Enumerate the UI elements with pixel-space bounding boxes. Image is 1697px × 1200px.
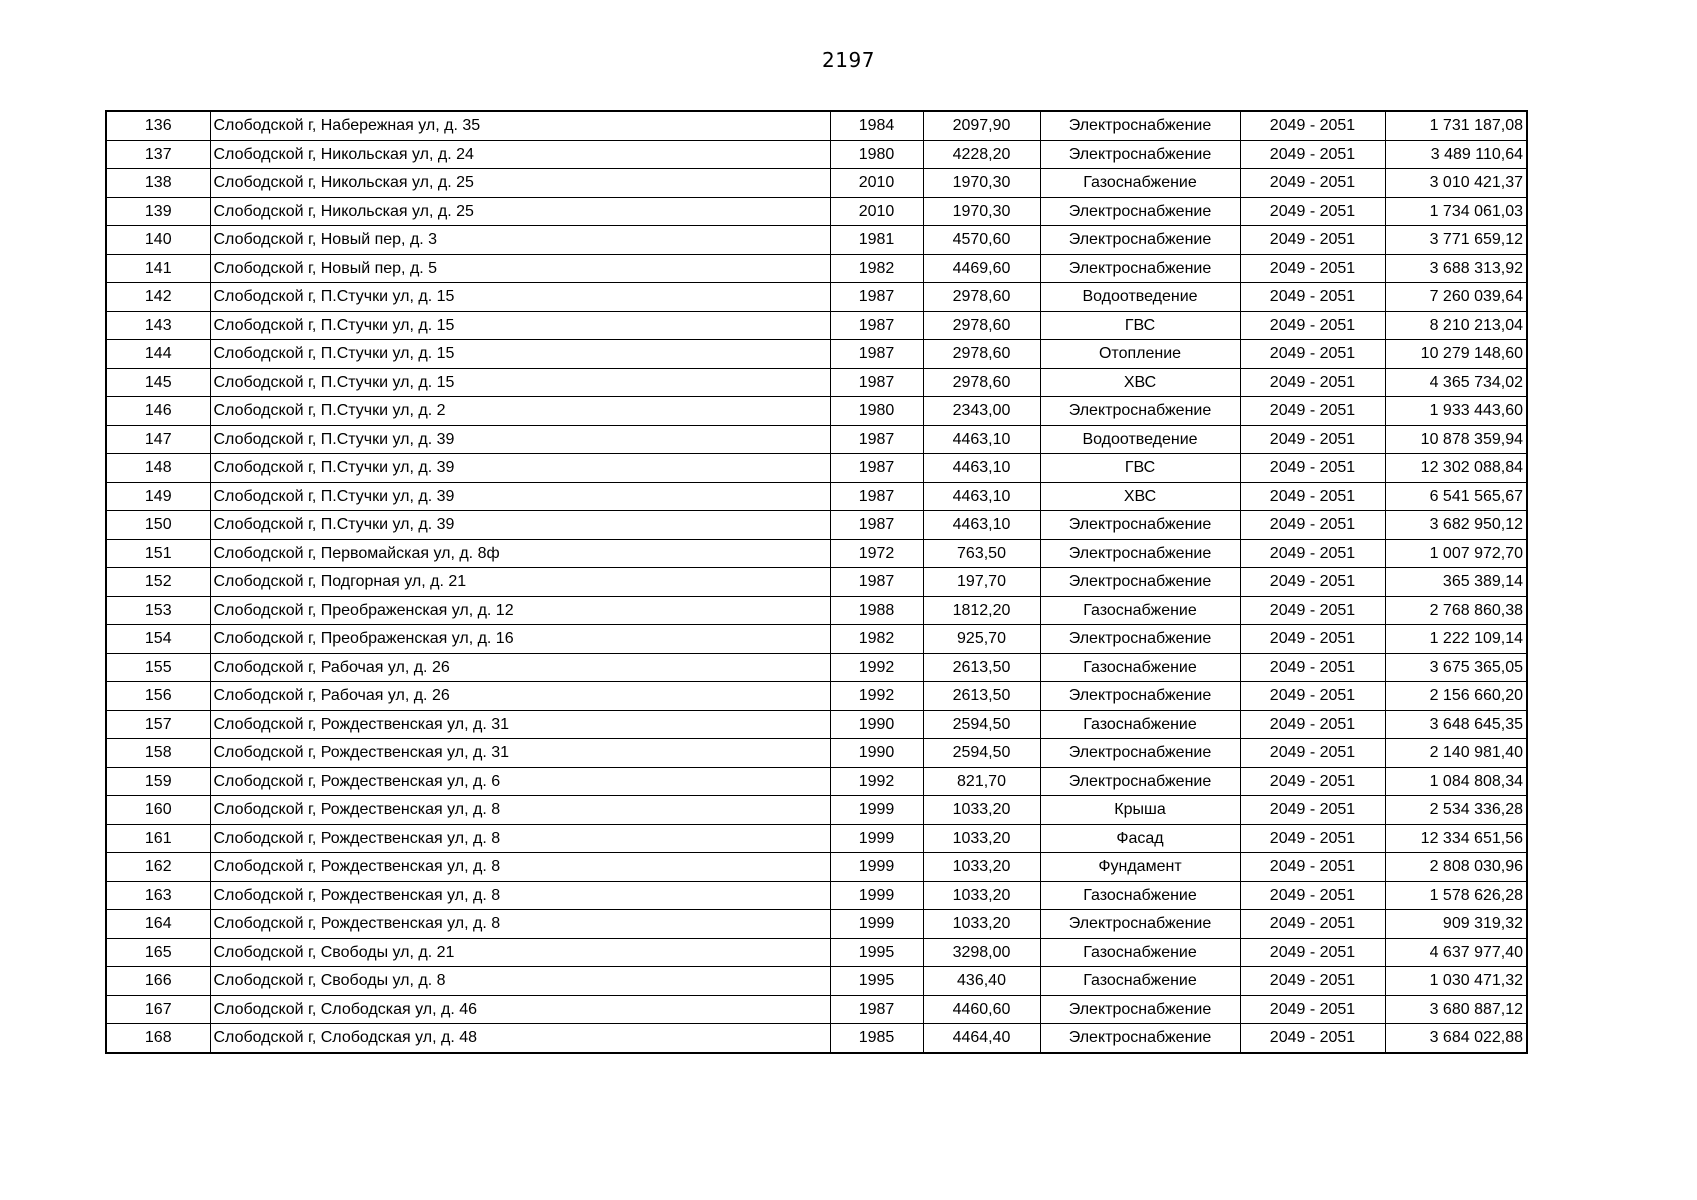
build-year-cell: 1995 xyxy=(830,967,923,996)
row-number-cell: 138 xyxy=(106,169,210,198)
build-year-cell: 1999 xyxy=(830,824,923,853)
work-type-cell: Электроснабжение xyxy=(1040,140,1240,169)
address-cell: Слободской г, Рождественская ул, д. 8 xyxy=(210,910,830,939)
period-cell: 2049 - 2051 xyxy=(1240,511,1385,540)
build-year-cell: 1984 xyxy=(830,111,923,140)
build-year-cell: 1981 xyxy=(830,226,923,255)
build-year-cell: 1987 xyxy=(830,995,923,1024)
area-cell: 763,50 xyxy=(923,539,1040,568)
cost-cell: 2 156 660,20 xyxy=(1385,682,1527,711)
period-cell: 2049 - 2051 xyxy=(1240,226,1385,255)
period-cell: 2049 - 2051 xyxy=(1240,796,1385,825)
work-type-cell: Электроснабжение xyxy=(1040,511,1240,540)
cost-cell: 3 680 887,12 xyxy=(1385,995,1527,1024)
work-type-cell: Газоснабжение xyxy=(1040,967,1240,996)
period-cell: 2049 - 2051 xyxy=(1240,340,1385,369)
build-year-cell: 1999 xyxy=(830,853,923,882)
table-row xyxy=(106,1024,1527,1053)
area-cell: 4463,10 xyxy=(923,511,1040,540)
cost-cell: 1 731 187,08 xyxy=(1385,111,1527,140)
area-cell: 1970,30 xyxy=(923,197,1040,226)
table-row xyxy=(106,539,1527,568)
address-cell: Слободской г, Набережная ул, д. 35 xyxy=(210,111,830,140)
build-year-cell: 1972 xyxy=(830,539,923,568)
address-cell: Слободской г, Новый пер, д. 3 xyxy=(210,226,830,255)
page-number: 2197 xyxy=(822,48,875,72)
cost-cell: 3 675 365,05 xyxy=(1385,653,1527,682)
period-cell: 2049 - 2051 xyxy=(1240,682,1385,711)
address-cell: Слободской г, П.Стучки ул, д. 2 xyxy=(210,397,830,426)
table-row xyxy=(106,596,1527,625)
area-cell: 4460,60 xyxy=(923,995,1040,1024)
area-cell: 925,70 xyxy=(923,625,1040,654)
row-number-cell: 162 xyxy=(106,853,210,882)
area-cell: 1812,20 xyxy=(923,596,1040,625)
address-cell: Слободской г, П.Стучки ул, д. 39 xyxy=(210,425,830,454)
area-cell: 4469,60 xyxy=(923,254,1040,283)
address-cell: Слободской г, Слободская ул, д. 46 xyxy=(210,995,830,1024)
table-row xyxy=(106,140,1527,169)
row-number-cell: 136 xyxy=(106,111,210,140)
table-row xyxy=(106,682,1527,711)
row-number-cell: 157 xyxy=(106,710,210,739)
table-row xyxy=(106,995,1527,1024)
cost-cell: 12 302 088,84 xyxy=(1385,454,1527,483)
area-cell: 2594,50 xyxy=(923,710,1040,739)
work-type-cell: ГВС xyxy=(1040,311,1240,340)
register-table-body xyxy=(106,111,1527,1053)
cost-cell: 1 933 443,60 xyxy=(1385,397,1527,426)
row-number-cell: 141 xyxy=(106,254,210,283)
cost-cell: 8 210 213,04 xyxy=(1385,311,1527,340)
row-number-cell: 137 xyxy=(106,140,210,169)
row-number-cell: 168 xyxy=(106,1024,210,1053)
build-year-cell: 1980 xyxy=(830,397,923,426)
period-cell: 2049 - 2051 xyxy=(1240,710,1385,739)
table-row xyxy=(106,938,1527,967)
cost-cell: 2 808 030,96 xyxy=(1385,853,1527,882)
cost-cell: 365 389,14 xyxy=(1385,568,1527,597)
build-year-cell: 1995 xyxy=(830,938,923,967)
area-cell: 2097,90 xyxy=(923,111,1040,140)
address-cell: Слободской г, Рабочая ул, д. 26 xyxy=(210,682,830,711)
address-cell: Слободской г, Рождественская ул, д. 8 xyxy=(210,824,830,853)
period-cell: 2049 - 2051 xyxy=(1240,311,1385,340)
period-cell: 2049 - 2051 xyxy=(1240,967,1385,996)
period-cell: 2049 - 2051 xyxy=(1240,938,1385,967)
row-number-cell: 146 xyxy=(106,397,210,426)
table-row xyxy=(106,967,1527,996)
table-row xyxy=(106,881,1527,910)
row-number-cell: 165 xyxy=(106,938,210,967)
cost-cell: 2 140 981,40 xyxy=(1385,739,1527,768)
address-cell: Слободской г, Новый пер, д. 5 xyxy=(210,254,830,283)
row-number-cell: 163 xyxy=(106,881,210,910)
build-year-cell: 1987 xyxy=(830,283,923,312)
cost-cell: 3 489 110,64 xyxy=(1385,140,1527,169)
work-type-cell: Электроснабжение xyxy=(1040,568,1240,597)
cost-cell: 4 365 734,02 xyxy=(1385,368,1527,397)
build-year-cell: 2010 xyxy=(830,197,923,226)
work-type-cell: Электроснабжение xyxy=(1040,226,1240,255)
period-cell: 2049 - 2051 xyxy=(1240,539,1385,568)
address-cell: Слободской г, П.Стучки ул, д. 15 xyxy=(210,311,830,340)
row-number-cell: 150 xyxy=(106,511,210,540)
period-cell: 2049 - 2051 xyxy=(1240,111,1385,140)
table-row xyxy=(106,482,1527,511)
build-year-cell: 1999 xyxy=(830,796,923,825)
table-row xyxy=(106,454,1527,483)
cost-cell: 909 319,32 xyxy=(1385,910,1527,939)
area-cell: 1033,20 xyxy=(923,853,1040,882)
period-cell: 2049 - 2051 xyxy=(1240,368,1385,397)
row-number-cell: 147 xyxy=(106,425,210,454)
address-cell: Слободской г, Преображенская ул, д. 16 xyxy=(210,625,830,654)
area-cell: 3298,00 xyxy=(923,938,1040,967)
work-type-cell: Газоснабжение xyxy=(1040,169,1240,198)
table-row xyxy=(106,169,1527,198)
row-number-cell: 167 xyxy=(106,995,210,1024)
build-year-cell: 1999 xyxy=(830,881,923,910)
row-number-cell: 148 xyxy=(106,454,210,483)
cost-cell: 3 682 950,12 xyxy=(1385,511,1527,540)
area-cell: 197,70 xyxy=(923,568,1040,597)
cost-cell: 1 734 061,03 xyxy=(1385,197,1527,226)
build-year-cell: 1980 xyxy=(830,140,923,169)
row-number-cell: 161 xyxy=(106,824,210,853)
work-type-cell: Электроснабжение xyxy=(1040,995,1240,1024)
work-type-cell: Водоотведение xyxy=(1040,283,1240,312)
area-cell: 4463,10 xyxy=(923,425,1040,454)
area-cell: 1970,30 xyxy=(923,169,1040,198)
area-cell: 436,40 xyxy=(923,967,1040,996)
period-cell: 2049 - 2051 xyxy=(1240,881,1385,910)
address-cell: Слободской г, Первомайская ул, д. 8ф xyxy=(210,539,830,568)
table-row xyxy=(106,511,1527,540)
build-year-cell: 1990 xyxy=(830,710,923,739)
period-cell: 2049 - 2051 xyxy=(1240,995,1385,1024)
row-number-cell: 143 xyxy=(106,311,210,340)
build-year-cell: 1982 xyxy=(830,625,923,654)
cost-cell: 2 768 860,38 xyxy=(1385,596,1527,625)
address-cell: Слободской г, Свободы ул, д. 21 xyxy=(210,938,830,967)
area-cell: 2613,50 xyxy=(923,653,1040,682)
area-cell: 2978,60 xyxy=(923,311,1040,340)
address-cell: Слободской г, Рождественская ул, д. 31 xyxy=(210,739,830,768)
address-cell: Слободской г, П.Стучки ул, д. 15 xyxy=(210,283,830,312)
work-type-cell: Электроснабжение xyxy=(1040,739,1240,768)
build-year-cell: 1992 xyxy=(830,767,923,796)
cost-cell: 7 260 039,64 xyxy=(1385,283,1527,312)
area-cell: 2343,00 xyxy=(923,397,1040,426)
build-year-cell: 1985 xyxy=(830,1024,923,1053)
table-row xyxy=(106,853,1527,882)
area-cell: 4228,20 xyxy=(923,140,1040,169)
table-row xyxy=(106,254,1527,283)
row-number-cell: 151 xyxy=(106,539,210,568)
build-year-cell: 1987 xyxy=(830,454,923,483)
table-row xyxy=(106,283,1527,312)
table-row xyxy=(106,568,1527,597)
period-cell: 2049 - 2051 xyxy=(1240,283,1385,312)
period-cell: 2049 - 2051 xyxy=(1240,853,1385,882)
work-type-cell: Водоотведение xyxy=(1040,425,1240,454)
work-type-cell: Электроснабжение xyxy=(1040,910,1240,939)
area-cell: 2978,60 xyxy=(923,340,1040,369)
area-cell: 2613,50 xyxy=(923,682,1040,711)
cost-cell: 10 878 359,94 xyxy=(1385,425,1527,454)
work-type-cell: Газоснабжение xyxy=(1040,710,1240,739)
work-type-cell: ХВС xyxy=(1040,368,1240,397)
build-year-cell: 1990 xyxy=(830,739,923,768)
area-cell: 4463,10 xyxy=(923,454,1040,483)
build-year-cell: 1992 xyxy=(830,682,923,711)
row-number-cell: 155 xyxy=(106,653,210,682)
build-year-cell: 2010 xyxy=(830,169,923,198)
period-cell: 2049 - 2051 xyxy=(1240,425,1385,454)
address-cell: Слободской г, Рождественская ул, д. 8 xyxy=(210,796,830,825)
work-type-cell: Электроснабжение xyxy=(1040,767,1240,796)
work-type-cell: ХВС xyxy=(1040,482,1240,511)
period-cell: 2049 - 2051 xyxy=(1240,910,1385,939)
row-number-cell: 144 xyxy=(106,340,210,369)
work-type-cell: Электроснабжение xyxy=(1040,682,1240,711)
table-row xyxy=(106,397,1527,426)
row-number-cell: 158 xyxy=(106,739,210,768)
cost-cell: 3 010 421,37 xyxy=(1385,169,1527,198)
work-type-cell: Крыша xyxy=(1040,796,1240,825)
table-row xyxy=(106,340,1527,369)
area-cell: 4464,40 xyxy=(923,1024,1040,1053)
address-cell: Слободской г, Рабочая ул, д. 26 xyxy=(210,653,830,682)
cost-cell: 6 541 565,67 xyxy=(1385,482,1527,511)
address-cell: Слободской г, П.Стучки ул, д. 39 xyxy=(210,454,830,483)
cost-cell: 10 279 148,60 xyxy=(1385,340,1527,369)
area-cell: 1033,20 xyxy=(923,910,1040,939)
table-row xyxy=(106,796,1527,825)
period-cell: 2049 - 2051 xyxy=(1240,1024,1385,1053)
row-number-cell: 164 xyxy=(106,910,210,939)
table-row xyxy=(106,625,1527,654)
cost-cell: 3 688 313,92 xyxy=(1385,254,1527,283)
register-table xyxy=(105,110,1528,1054)
work-type-cell: Отопление xyxy=(1040,340,1240,369)
area-cell: 1033,20 xyxy=(923,881,1040,910)
period-cell: 2049 - 2051 xyxy=(1240,197,1385,226)
work-type-cell: Газоснабжение xyxy=(1040,653,1240,682)
work-type-cell: Электроснабжение xyxy=(1040,539,1240,568)
row-number-cell: 156 xyxy=(106,682,210,711)
work-type-cell: Газоснабжение xyxy=(1040,881,1240,910)
cost-cell: 12 334 651,56 xyxy=(1385,824,1527,853)
table-row xyxy=(106,739,1527,768)
work-type-cell: Газоснабжение xyxy=(1040,596,1240,625)
build-year-cell: 1987 xyxy=(830,482,923,511)
cost-cell: 1 084 808,34 xyxy=(1385,767,1527,796)
build-year-cell: 1987 xyxy=(830,340,923,369)
row-number-cell: 145 xyxy=(106,368,210,397)
cost-cell: 3 648 645,35 xyxy=(1385,710,1527,739)
table-row xyxy=(106,653,1527,682)
table-row xyxy=(106,710,1527,739)
cost-cell: 1 030 471,32 xyxy=(1385,967,1527,996)
build-year-cell: 1987 xyxy=(830,511,923,540)
cost-cell: 3 771 659,12 xyxy=(1385,226,1527,255)
period-cell: 2049 - 2051 xyxy=(1240,596,1385,625)
work-type-cell: Электроснабжение xyxy=(1040,254,1240,283)
build-year-cell: 1999 xyxy=(830,910,923,939)
build-year-cell: 1988 xyxy=(830,596,923,625)
row-number-cell: 140 xyxy=(106,226,210,255)
work-type-cell: Газоснабжение xyxy=(1040,938,1240,967)
row-number-cell: 159 xyxy=(106,767,210,796)
work-type-cell: Электроснабжение xyxy=(1040,1024,1240,1053)
work-type-cell: Электроснабжение xyxy=(1040,197,1240,226)
address-cell: Слободской г, Подгорная ул, д. 21 xyxy=(210,568,830,597)
area-cell: 821,70 xyxy=(923,767,1040,796)
period-cell: 2049 - 2051 xyxy=(1240,397,1385,426)
cost-cell: 1 578 626,28 xyxy=(1385,881,1527,910)
period-cell: 2049 - 2051 xyxy=(1240,739,1385,768)
cost-cell: 3 684 022,88 xyxy=(1385,1024,1527,1053)
build-year-cell: 1987 xyxy=(830,568,923,597)
table-row xyxy=(106,910,1527,939)
work-type-cell: Электроснабжение xyxy=(1040,397,1240,426)
build-year-cell: 1992 xyxy=(830,653,923,682)
period-cell: 2049 - 2051 xyxy=(1240,254,1385,283)
address-cell: Слободской г, Никольская ул, д. 25 xyxy=(210,169,830,198)
row-number-cell: 166 xyxy=(106,967,210,996)
period-cell: 2049 - 2051 xyxy=(1240,482,1385,511)
build-year-cell: 1987 xyxy=(830,311,923,340)
table-row xyxy=(106,824,1527,853)
work-type-cell: Электроснабжение xyxy=(1040,111,1240,140)
row-number-cell: 160 xyxy=(106,796,210,825)
period-cell: 2049 - 2051 xyxy=(1240,169,1385,198)
period-cell: 2049 - 2051 xyxy=(1240,568,1385,597)
row-number-cell: 149 xyxy=(106,482,210,511)
cost-cell: 1 222 109,14 xyxy=(1385,625,1527,654)
row-number-cell: 154 xyxy=(106,625,210,654)
table-row xyxy=(106,368,1527,397)
cost-cell: 2 534 336,28 xyxy=(1385,796,1527,825)
table-row xyxy=(106,111,1527,140)
address-cell: Слободской г, П.Стучки ул, д. 15 xyxy=(210,368,830,397)
work-type-cell: Фасад xyxy=(1040,824,1240,853)
area-cell: 4463,10 xyxy=(923,482,1040,511)
address-cell: Слободской г, П.Стучки ул, д. 39 xyxy=(210,511,830,540)
area-cell: 2978,60 xyxy=(923,368,1040,397)
address-cell: Слободской г, Рождественская ул, д. 8 xyxy=(210,881,830,910)
table-row xyxy=(106,311,1527,340)
row-number-cell: 142 xyxy=(106,283,210,312)
area-cell: 2978,60 xyxy=(923,283,1040,312)
row-number-cell: 139 xyxy=(106,197,210,226)
address-cell: Слободской г, Никольская ул, д. 25 xyxy=(210,197,830,226)
address-cell: Слободской г, Рождественская ул, д. 6 xyxy=(210,767,830,796)
area-cell: 1033,20 xyxy=(923,824,1040,853)
table-row xyxy=(106,767,1527,796)
build-year-cell: 1987 xyxy=(830,425,923,454)
address-cell: Слободской г, Преображенская ул, д. 12 xyxy=(210,596,830,625)
address-cell: Слободской г, Свободы ул, д. 8 xyxy=(210,967,830,996)
period-cell: 2049 - 2051 xyxy=(1240,767,1385,796)
area-cell: 4570,60 xyxy=(923,226,1040,255)
period-cell: 2049 - 2051 xyxy=(1240,140,1385,169)
address-cell: Слободской г, Рождественская ул, д. 31 xyxy=(210,710,830,739)
period-cell: 2049 - 2051 xyxy=(1240,454,1385,483)
build-year-cell: 1987 xyxy=(830,368,923,397)
row-number-cell: 152 xyxy=(106,568,210,597)
work-type-cell: Электроснабжение xyxy=(1040,625,1240,654)
address-cell: Слободской г, Слободская ул, д. 48 xyxy=(210,1024,830,1053)
row-number-cell: 153 xyxy=(106,596,210,625)
cost-cell: 1 007 972,70 xyxy=(1385,539,1527,568)
table-row xyxy=(106,226,1527,255)
build-year-cell: 1982 xyxy=(830,254,923,283)
work-type-cell: Фундамент xyxy=(1040,853,1240,882)
period-cell: 2049 - 2051 xyxy=(1240,625,1385,654)
table-row xyxy=(106,197,1527,226)
area-cell: 2594,50 xyxy=(923,739,1040,768)
address-cell: Слободской г, П.Стучки ул, д. 15 xyxy=(210,340,830,369)
cost-cell: 4 637 977,40 xyxy=(1385,938,1527,967)
period-cell: 2049 - 2051 xyxy=(1240,824,1385,853)
address-cell: Слободской г, Рождественская ул, д. 8 xyxy=(210,853,830,882)
work-type-cell: ГВС xyxy=(1040,454,1240,483)
address-cell: Слободской г, Никольская ул, д. 24 xyxy=(210,140,830,169)
period-cell: 2049 - 2051 xyxy=(1240,653,1385,682)
area-cell: 1033,20 xyxy=(923,796,1040,825)
table-row xyxy=(106,425,1527,454)
address-cell: Слободской г, П.Стучки ул, д. 39 xyxy=(210,482,830,511)
